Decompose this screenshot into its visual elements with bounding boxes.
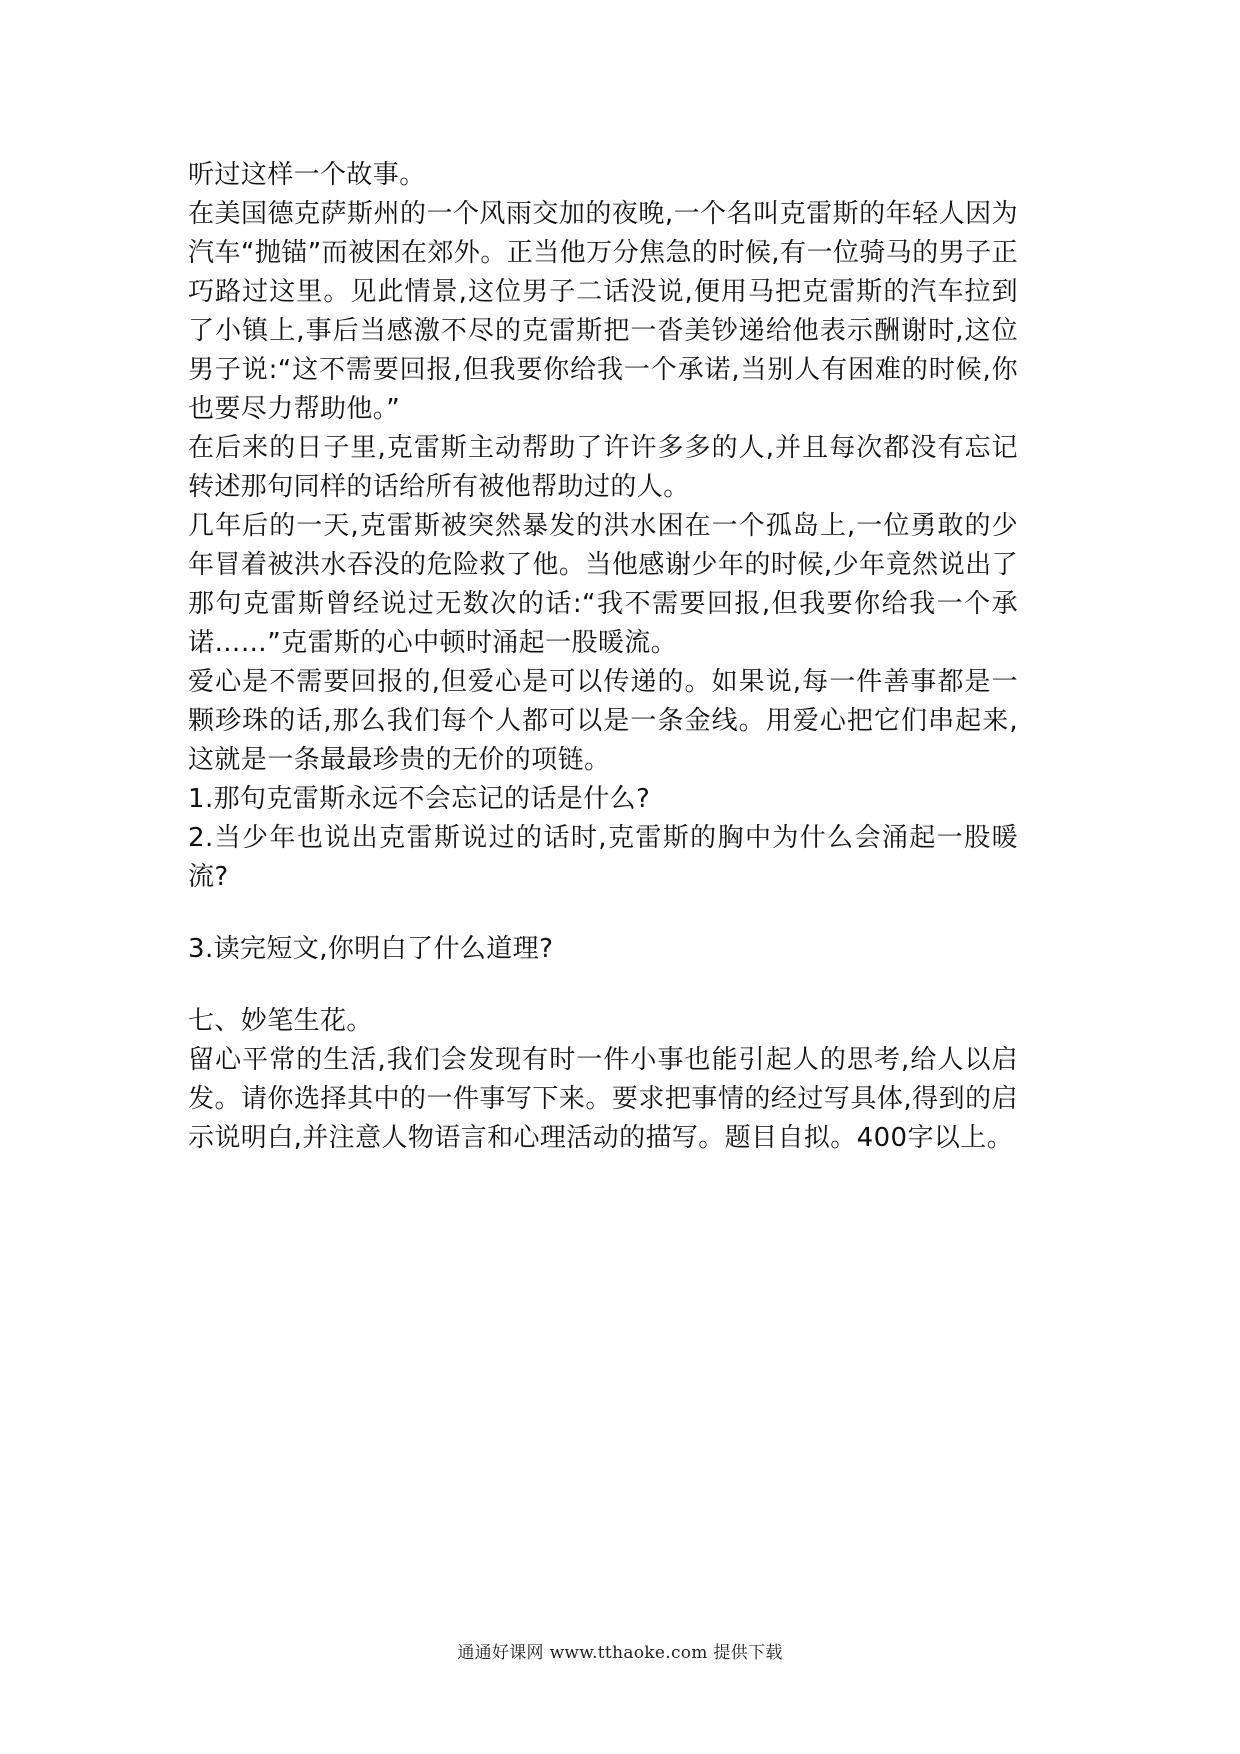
section-body: 留心平常的生活,我们会发现有时一件小事也能引起人的思考,给人以启发。请你选择其中的一件事写下来。要求把事情的经过写具体,得到的启示说明白,并注意人物语言和心理活动的描写。题目自拟。400字以上。 (188, 1045, 1018, 1153)
story-paragraph-1: 在美国德克萨斯州的一个风雨交加的夜晚,一个名叫克雷斯的年轻人因为汽车“抛锚”而被困在郊外。正当他万分焦急的时候,有一位骑马的男子正巧路过这里。见此情景,这位男子二话没说,便用马把克雷斯的汽车拉到了小镇上,事后当感激不尽的克雷斯把一沓美钞递给他表示酬谢时,这位男子说:“这不需要回报,但我要你给我一个承诺,当别人有困难的时候,你也要尽力帮助他。” (188, 199, 1018, 424)
question-3: 3.读完短文,你明白了什么道理? (188, 934, 554, 964)
story-intro: 听过这样一个故事。 (188, 160, 426, 190)
section-heading: 七、妙笔生花。 (188, 1006, 373, 1036)
document-body (188, 156, 1018, 1158)
story-paragraph-4: 爱心是不需要回报的,但爱心是可以传递的。如果说,每一件善事都是一颗珍珠的话,那么我们每个人都可以是一条金线。用爱心把它们串起来,这就是一条最最珍贵的无价的项链。 (188, 667, 1018, 775)
question-1: 1.那句克雷斯永远不会忘记的话是什么? (188, 784, 651, 814)
story-paragraph-3: 几年后的一天,克雷斯被突然暴发的洪水困在一个孤岛上,一位勇敢的少年冒着被洪水吞没的危险救了他。当他感谢少年的时候,少年竟然说出了那句克雷斯曾经说过无数次的话:“我不需要回报,但我要你给我一个承诺……”克雷斯的心中顿时涌起一股暖流。 (188, 511, 1018, 658)
story-paragraph-2: 在后来的日子里,克雷斯主动帮助了许许多多的人,并且每次都没有忘记转述那句同样的话给所有被他帮助过的人。 (188, 433, 1018, 502)
page-footer: 通通好课网 www.tthaoke.com 提供下载 (457, 1643, 783, 1663)
question-2: 2.当少年也说出克雷斯说过的话时,克雷斯的胸中为什么会涌起一股暖流? (188, 823, 1018, 892)
